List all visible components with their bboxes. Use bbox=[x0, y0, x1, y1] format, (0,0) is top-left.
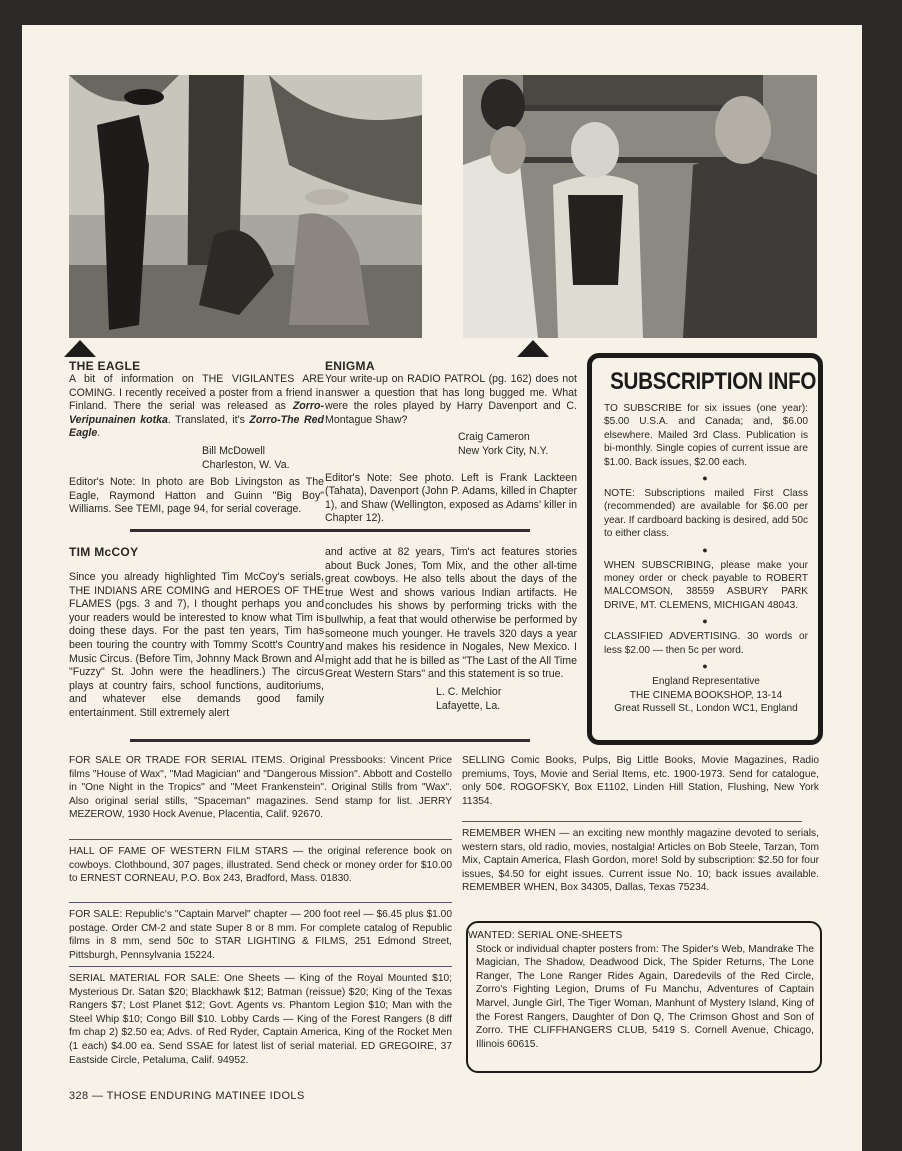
photo-enigma-image bbox=[463, 75, 817, 338]
photo-pointer-eagle-icon bbox=[64, 340, 96, 357]
ad-divider bbox=[69, 902, 452, 903]
ad-divider bbox=[462, 821, 802, 822]
letter-heading: THE EAGLE bbox=[69, 359, 141, 373]
editors-note: Editor's Note: See photo. Left is Frank Lackteen (Tahata), Davenport (John P. Adams, killed in Chapter 1), and Shaw (Wellington, exposed as Adams' killer in Chapter 12). bbox=[325, 471, 577, 525]
classified-advertising-rates: CLASSIFIED ADVERTISING. 30 words or less $2.00 — then 5c per word. bbox=[604, 631, 808, 656]
signature-place: Lafayette, La. bbox=[436, 699, 501, 712]
letter-enigma bbox=[325, 359, 577, 526]
letter-body bbox=[69, 373, 324, 441]
body-text: . Translated, it's bbox=[167, 413, 250, 426]
classified-ad: SERIAL MATERIAL FOR SALE: One Sheets — King of the Royal Mounted $10; Mysterious Dr. Satan $20; Blackhawk $12; Batman (reissue) $20; King of the Texas Rangers $7; Lost Planet $12; Govt. Agents vs. Phantom Legion $10; Man with the Steel Whip $10; Congo Bill $10. Lobby Cards — King of the Forest Rangers (8 diff fm chap 2) $2.50 ea; Advs. of Red Ryder, Captain America, King of the Rocket Men (1 each) $4.00 ea. Send SSAE for latest list of serial material. ED GREGOIRE, 37 Eastside Circle, Petaluma, Calif. 94952. bbox=[69, 973, 452, 1066]
england-rep-name: THE CINEMA BOOKSHOP, 13-14 bbox=[629, 689, 783, 701]
photo-enigma bbox=[463, 75, 817, 338]
letter-body: Since you already highlighted Tim McCoy's serials, THE INDIANS ARE COMING and HEROES OF THE FLAMES (pgs. 3 and 7), I thought perhaps you and your readers would be interested to know what Tim is doing these days. For the past ten years, Tim has been touring the country with Tommy Scott's Country Music Circus. (Before Tim, Johnny Mack Brown and Al "Fuzzy" St. John were the headliners.) The circus plays at country fairs, school functions, auditoriums, and whatever else demands good family entertainment. Still extremely alert bbox=[69, 571, 324, 719]
letter-tim-mccoy-col1 bbox=[69, 545, 324, 721]
letter-heading: ENIGMA bbox=[325, 359, 375, 373]
letter-the-eagle bbox=[69, 359, 324, 517]
letter-body: and active at 82 years, Tim's act features stories about Buck Jones, Tom Mix, and the other all-time great cowboys. He also tells about the days of the true West and shows various Indian artifacts. He concludes his shows by performing tricks with the bullwhip, a feat that would otherwise be performed by someone much younger. He travels 320 days a year and makes his residence in Nogales, New Mexico. I might add that he is billed as "The Last of the All Time Great Western Stars" and this statement is so true. bbox=[325, 546, 577, 681]
editors-note: Editor's Note: In photo are Bob Livingston as The Eagle, Raymond Hatton and Guinn "Big Boy" Williams. See TEMI, page 94, for serial coverage. bbox=[69, 476, 324, 516]
bullet-icon: ● bbox=[702, 544, 708, 555]
photo-eagle-image bbox=[69, 75, 422, 338]
signature-place: Charleston, W. Va. bbox=[202, 458, 290, 471]
letter-heading: TIM McCOY bbox=[69, 545, 139, 559]
subscription-payment-info: WHEN SUBSCRIBING, please make your money order or check payable to ROBERT MALCOMSON, 38559 ASBURY PARK DRIVE, MT. CLEMENS, MICHIGAN 48043. bbox=[604, 559, 808, 611]
photo-the-eagle bbox=[69, 75, 422, 338]
signature-name: Craig Cameron bbox=[458, 431, 530, 444]
classified-ad: REMEMBER WHEN — an exciting new monthly magazine devoted to serials, western stars, old radio, movies, nostalgia! Articles on Bob Steele, Tarzan, Tom Mix, Captain America, Flash Gordon, more! Sold by subscription: $2.50 for four issues, $4.50 for eight issues. Current issue No. 10; back issues available. REMEMBER WHEN, Box 34305, Dallas, Texas 75234. bbox=[462, 828, 819, 894]
subscription-first-class-note: NOTE: Subscriptions mailed First Class (recommended) are available for $6.00 per year. If cardboard backing is desired, add 50c to either class. bbox=[604, 488, 808, 540]
england-rep-address: Great Russell St., London WC1, England bbox=[614, 702, 798, 714]
page-footer: 328 — THOSE ENDURING MATINEE IDOLS bbox=[69, 1090, 305, 1102]
finnish-title: Zorro-Veripunainen kotka bbox=[69, 400, 324, 426]
signature-name: Bill McDowell bbox=[202, 444, 265, 457]
section-divider bbox=[130, 739, 530, 742]
classified-ad: HALL OF FAME OF WESTERN FILM STARS — the original reference book on cowboys. Clothbound, 307 pages, illustrated. Send check or money order for $10.00 to ERNEST CORNEAU, P.O. Box 243, Bradford, Mass. 01830. bbox=[69, 846, 452, 885]
english-title: Zorro-The Red Eagle bbox=[69, 413, 324, 440]
classified-ad: SELLING Comic Books, Pulps, Big Little Books, Movie Magazines, Radio premiums, Toys, Movie and Serial Items, etc. 1900-1973. Send for catalogue, only 50¢. ROGOFSKY, Box E1102, Linden Hill Station, Flushing, New York 11354. bbox=[462, 755, 819, 807]
ad-divider bbox=[69, 839, 452, 840]
section-divider bbox=[130, 529, 530, 532]
magazine-page bbox=[22, 25, 862, 1151]
ad-divider bbox=[69, 966, 452, 967]
wanted-body: Stock or individual chapter posters from: The Spider's Web, Mandrake The Magician, The Shadow, Deadwood Dick, The Spider Returns, The Lone Ranger, The Lone Ranger Rides Again, Daredevils of the Red Circle, Zorro's Fighting Legion, Drums of Fu Manchu, Adventures of Captain Marvel, Jungle Girl, The Tiger Woman, Manhunt of Mystery Island, King of the Forest Rangers, Daughter of Don Q, The Crimson Ghost and Son of Zorro. THE CLIFFHANGERS CLUB, 5419 S. Cornell Avenue, Chicago, Illinois 60615. bbox=[476, 943, 814, 1050]
subscription-info-box bbox=[587, 353, 823, 745]
bullet-icon: ● bbox=[702, 473, 708, 484]
wanted-one-sheets-box bbox=[466, 921, 822, 1073]
subscription-title: SUBSCRIPTION INFO bbox=[610, 368, 817, 395]
body-text: . bbox=[97, 427, 101, 440]
bullet-icon: ● bbox=[702, 616, 708, 627]
subscription-rates: TO SUBSCRIBE for six issues (one year): $5.00 U.S.A. and Canada; and, $6.00 elsewhere. Mailed 3rd Class. Publication is bi-monthly. Single copies of current issue are $1.00. Back issues, $2.00 each. bbox=[604, 403, 808, 468]
bullet-icon: ● bbox=[702, 661, 708, 672]
classified-ad: FOR SALE: Republic's "Captain Marvel" chapter — 200 foot reel — $6.45 plus $1.00 postage. Order CM-2 and state Super 8 or 8 mm. For complete catalog of Republic films in 8 mm, send 50c to STAR LIGHTING & FILMS, 251 Edmond Street, Pittsburgh, Pennsylvania 15224. bbox=[69, 909, 452, 961]
signature-place: New York City, N.Y. bbox=[458, 444, 549, 457]
classified-ad: FOR SALE OR TRADE FOR SERIAL ITEMS. Original Pressbooks: Vincent Price films "House of Wax", "Mad Magician" and "Dangerous Mission". Abbott and Costello in "One Night in the Tropics" and "Meet Frankenstein". Original Stills from "Wax". Also original serial stills, "Spaceman" magazines. Send stamp for list. JERRY MEZEROW, 1930 Hock Avenue, Placentia, Calif. 92670. bbox=[69, 755, 452, 821]
signature-name: L. C. Melchior bbox=[436, 685, 502, 698]
letter-body: Your write-up on RADIO PATROL (pg. 162) does not answer a question that has long bugged me. What were the roles played by Harry Davenport and C. Montague Shaw? bbox=[325, 373, 577, 426]
wanted-title: WANTED: SERIAL ONE-SHEETS bbox=[468, 930, 623, 941]
england-rep-label: England Representative bbox=[652, 676, 760, 688]
letter-tim-mccoy-col2 bbox=[325, 546, 577, 713]
photo-pointer-enigma-icon bbox=[517, 340, 549, 357]
body-text: A bit of information on THE VIGILANTES ARE COMING. I recently received a poster from a friend in Finland. There the serial was released as bbox=[69, 373, 324, 413]
